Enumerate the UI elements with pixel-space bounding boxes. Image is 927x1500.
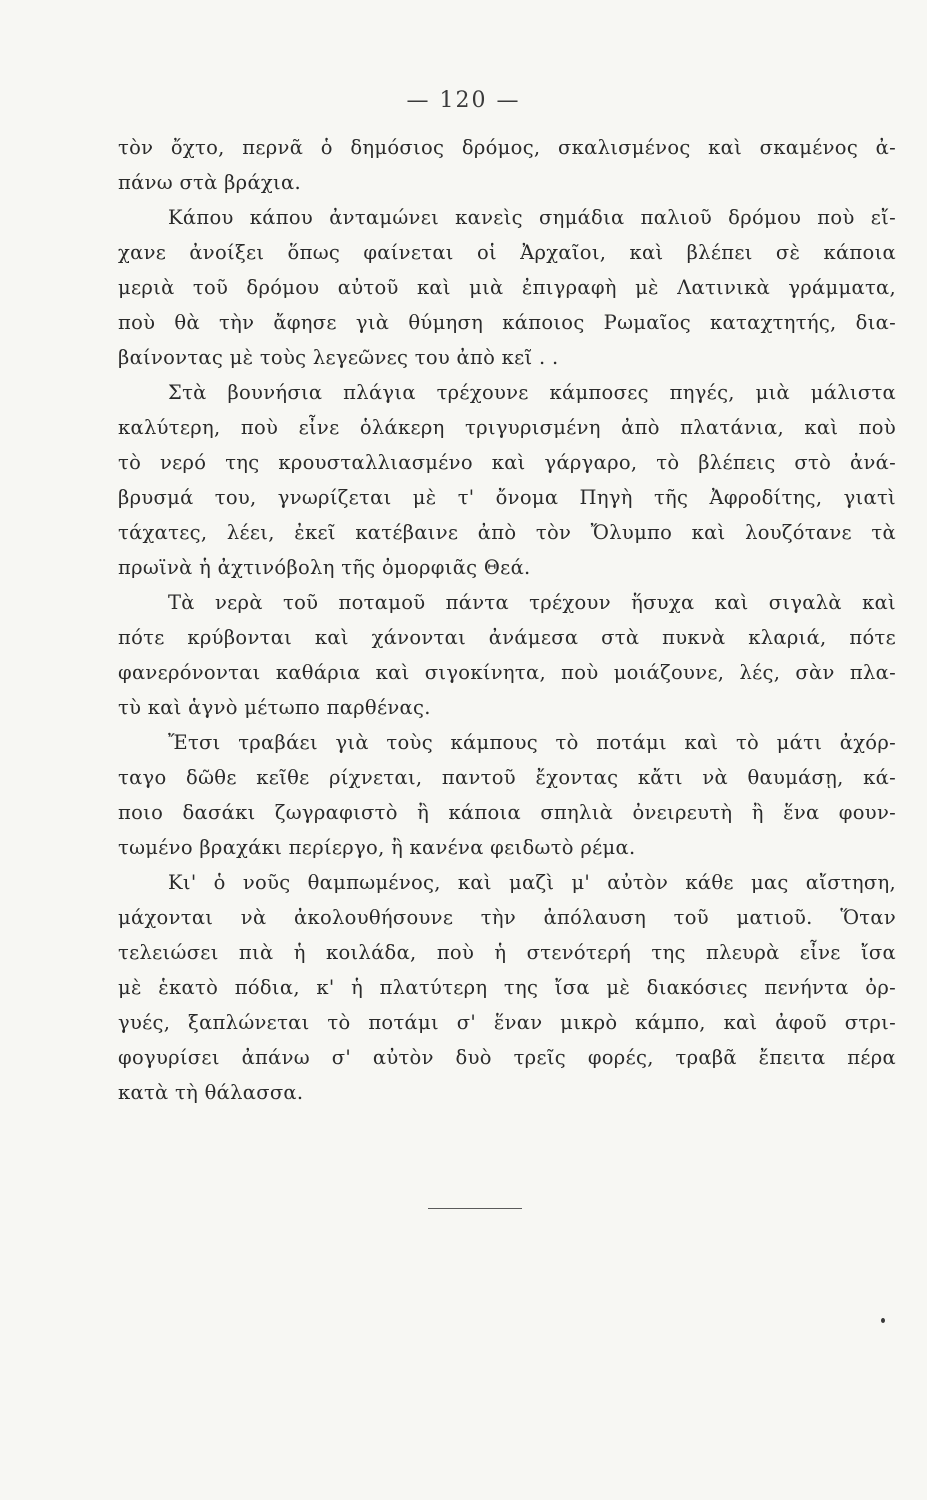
text-line: βαίνοντας μὲ τοὺς λεγεῶνες του ἀπὸ κεῖ . . <box>118 346 559 369</box>
text-line: Στὰ βουνήσια πλάγια τρέχουνε κάμποσες πηγές, μιὰ μάλιστα <box>168 381 896 404</box>
page-number: — 120 — <box>406 88 521 113</box>
text-line: ποὺ θὰ τὴν ἄφησε γιὰ θύμηση κάποιος Ρωμαῖος καταχτητής, δια- <box>118 311 896 334</box>
text-line: γυές, ξαπλώνεται τὸ ποτάμι σ' ἕναν μικρὸ κάμπο, καὶ ἀφοῦ στρι- <box>118 1011 896 1034</box>
text-line: τωμένο βραχάκι περίεργο, ἢ κανένα φειδωτὸ ρέμα. <box>118 836 636 859</box>
text-line: τελειώσει πιὰ ἡ κοιλάδα, ποὺ ἡ στενότερή της πλευρὰ εἶνε ἴσα <box>118 941 896 964</box>
text-line: Κάπου κάπου ἀνταμώνει κανεὶς σημάδια παλιοῦ δρόμου ποὺ εἴ- <box>168 206 896 229</box>
text-line: τὸ νερό της κρουσταλλιασμένο καὶ γάργαρο, τὸ βλέπεις στὸ ἀνά- <box>118 451 896 474</box>
text-line: ποιο δασάκι ζωγραφιστὸ ἢ κάποια σπηλιὰ ὀνειρευτὴ ἢ ἕνα φουν- <box>118 801 896 824</box>
text-line: χανε ἀνοίξει ὅπως φαίνεται οἱ Ἀρχαῖοι, καὶ βλέπει σὲ κάποια <box>118 241 896 264</box>
text-line: πάνω στὰ βράχια. <box>118 171 301 194</box>
text-line: μάχονται νὰ ἀκολουθήσουνε τὴν ἀπόλαυση τοῦ ματιοῦ. Ὅταν <box>118 906 896 929</box>
text-line: ταγο δῶθε κεῖθε ρίχνεται, παντοῦ ἔχοντας κἄτι νὰ θαυμάσῃ, κά- <box>118 766 896 789</box>
text-line: τάχατες, λέει, ἐκεῖ κατέβαινε ἀπὸ τὸν Ὄλυμπο καὶ λουζότανε τὰ <box>118 521 896 544</box>
text-line: βρυσμά του, γνωρίζεται μὲ τ' ὄνομα Πηγὴ τῆς Ἀφροδίτης, γιατὶ <box>118 486 896 509</box>
text-line: Κι' ὁ νοῦς θαμπωμένος, καὶ μαζὶ μ' αὐτὸν κάθε μας αἴστηση, <box>168 871 896 894</box>
text-line: κατὰ τὴ θάλασσα. <box>118 1081 304 1104</box>
text-line: πρωϊνὰ ἡ ἀχτινόβολη τῆς ὀμορφιᾶς Θεά. <box>118 556 531 579</box>
ink-speck <box>881 1318 885 1323</box>
section-divider <box>428 1208 522 1209</box>
text-line: τὸν ὄχτο, περνᾶ ὁ δημόσιος δρόμος, σκαλισμένος καὶ σκαμένος ἀ- <box>118 136 896 159</box>
text-line: τὺ καὶ ἁγνὸ μέτωπο παρθένας. <box>118 696 431 719</box>
text-line: φανερόνονται καθάρια καὶ σιγοκίνητα, ποὺ μοιάζουνε, λές, σὰν πλα- <box>118 661 896 684</box>
text-line: καλύτερη, ποὺ εἶνε ὁλάκερη τριγυρισμένη ἀπὸ πλατάνια, καὶ ποὺ <box>118 416 896 439</box>
text-line: μεριὰ τοῦ δρόμου αὐτοῦ καὶ μιὰ ἐπιγραφὴ μὲ Λατινικὰ γράμματα, <box>118 276 896 299</box>
text-line: Τὰ νερὰ τοῦ ποταμοῦ πάντα τρέχουν ἥσυχα καὶ σιγαλὰ καὶ <box>168 591 896 614</box>
body-text <box>118 130 896 1110</box>
text-line: Ἔτσι τραβάει γιὰ τοὺς κάμπους τὸ ποτάμι καὶ τὸ μάτι ἀχόρ- <box>168 731 896 754</box>
text-line: πότε κρύβονται καὶ χάνονται ἀνάμεσα στὰ πυκνὰ κλαριά, πότε <box>118 626 896 649</box>
text-line: μὲ ἑκατὸ πόδια, κ' ἡ πλατύτερη της ἴσα μὲ διακόσιες πενήντα ὀρ- <box>118 976 896 999</box>
text-line: φογυρίσει ἀπάνω σ' αὐτὸν δυὸ τρεῖς φορές, τραβᾶ ἔπειτα πέρα <box>118 1046 896 1069</box>
